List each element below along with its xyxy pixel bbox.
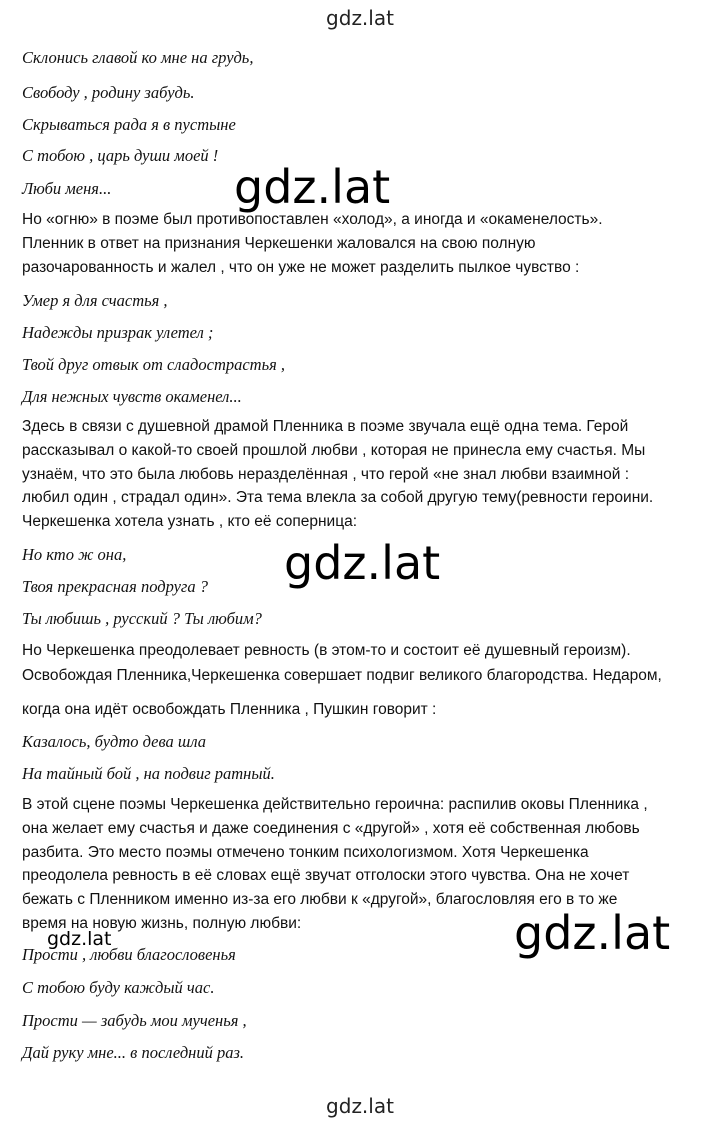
prose-line: разочарованность и жалел , что он уже не может разделить пылкое чувство : [22, 259, 580, 276]
verse-line: Люби меня... [22, 179, 112, 198]
watermark-large: gdz.lat [514, 906, 671, 960]
prose-line: рассказывал о какой-то своей прошлой любви , которая не принесла ему счастья. Мы [22, 442, 646, 459]
verse-line: Для нежных чувств окаменел... [22, 387, 242, 406]
prose-line: она желает ему счастья и даже соединения с «другой» , хотя её собственная любовь [22, 820, 640, 837]
verse-line: Ты любишь , русский ? Ты любим? [22, 609, 262, 628]
prose-line: время на новую жизнь, полную любви: [22, 915, 302, 932]
verse-line: Прости — забудь мои мученья , [22, 1011, 247, 1030]
prose-line: В этой сцене поэмы Черкешенка действительно героична: распилив оковы Пленника , [22, 796, 648, 813]
verse-line: Но кто ж она, [22, 545, 127, 564]
verse-line: Свободу , родину забудь. [22, 83, 195, 102]
verse-line: Надежды призрак улетел ; [22, 323, 214, 342]
verse-line: Склонись главой ко мне на грудь, [22, 48, 254, 67]
verse-line: Прости , любви благословенья [22, 945, 236, 964]
prose-line: преодолела ревность в её словах ещё звучат отголоски этого чувства. Она не хочет [22, 867, 630, 884]
watermark-top: gdz.lat [326, 6, 394, 30]
verse-line: Умер я для счастья , [22, 291, 168, 310]
watermark-small: gdz.lat [47, 928, 112, 950]
prose-line: Освобождая Пленника,Черкешенка совершает подвиг великого благородства. Недаром, [22, 667, 662, 684]
prose-line: Но Черкешенка преодолевает ревность (в этом-то и состоит её душевный героизм). [22, 642, 631, 659]
watermark-large: gdz.lat [284, 536, 441, 590]
prose-line: бежать с Пленником именно из-за его любви к «другой», благословляя его в то же [22, 891, 618, 908]
verse-line: С тобою буду каждый час. [22, 978, 215, 997]
prose-line: Здесь в связи с душевной драмой Пленника в поэме звучала ещё одна тема. Герой [22, 418, 629, 435]
verse-line: Твой друг отвык от сладострастья , [22, 355, 286, 374]
prose-line: разбита. Это место поэмы отмечено тонким психологизмом. Хотя Черкешенка [22, 844, 589, 861]
prose-line: любил один , страдал один». Эта тема влекла за собой другую тему(ревности героини. [22, 489, 654, 506]
verse-line: Твоя прекрасная подруга ? [22, 577, 208, 596]
prose-line: когда она идёт освобождать Пленника , Пушкин говорит : [22, 701, 437, 718]
watermark-large: gdz.lat [234, 160, 391, 214]
verse-line: С тобою , царь души моей ! [22, 146, 219, 165]
verse-line: Дай руку мне... в последний раз. [22, 1043, 245, 1062]
prose-line: узнаём, что это была любовь неразделённая , что герой «не знал любви взаимной : [22, 466, 630, 483]
prose-line: Пленник в ответ на признания Черкешенки жаловался на свою полную [22, 235, 536, 252]
verse-line: Скрываться рада я в пустыне [22, 115, 236, 134]
verse-line: На тайный бой , на подвиг ратный. [22, 764, 275, 783]
prose-line: Но «огню» в поэме был противопоставлен «холод», а иногда и «окаменелость». [22, 211, 603, 228]
prose-line: Черкешенка хотела узнать , кто её соперница: [22, 513, 358, 530]
verse-line: Казалось, будто дева шла [22, 732, 207, 751]
watermark-bottom: gdz.lat [326, 1094, 394, 1118]
